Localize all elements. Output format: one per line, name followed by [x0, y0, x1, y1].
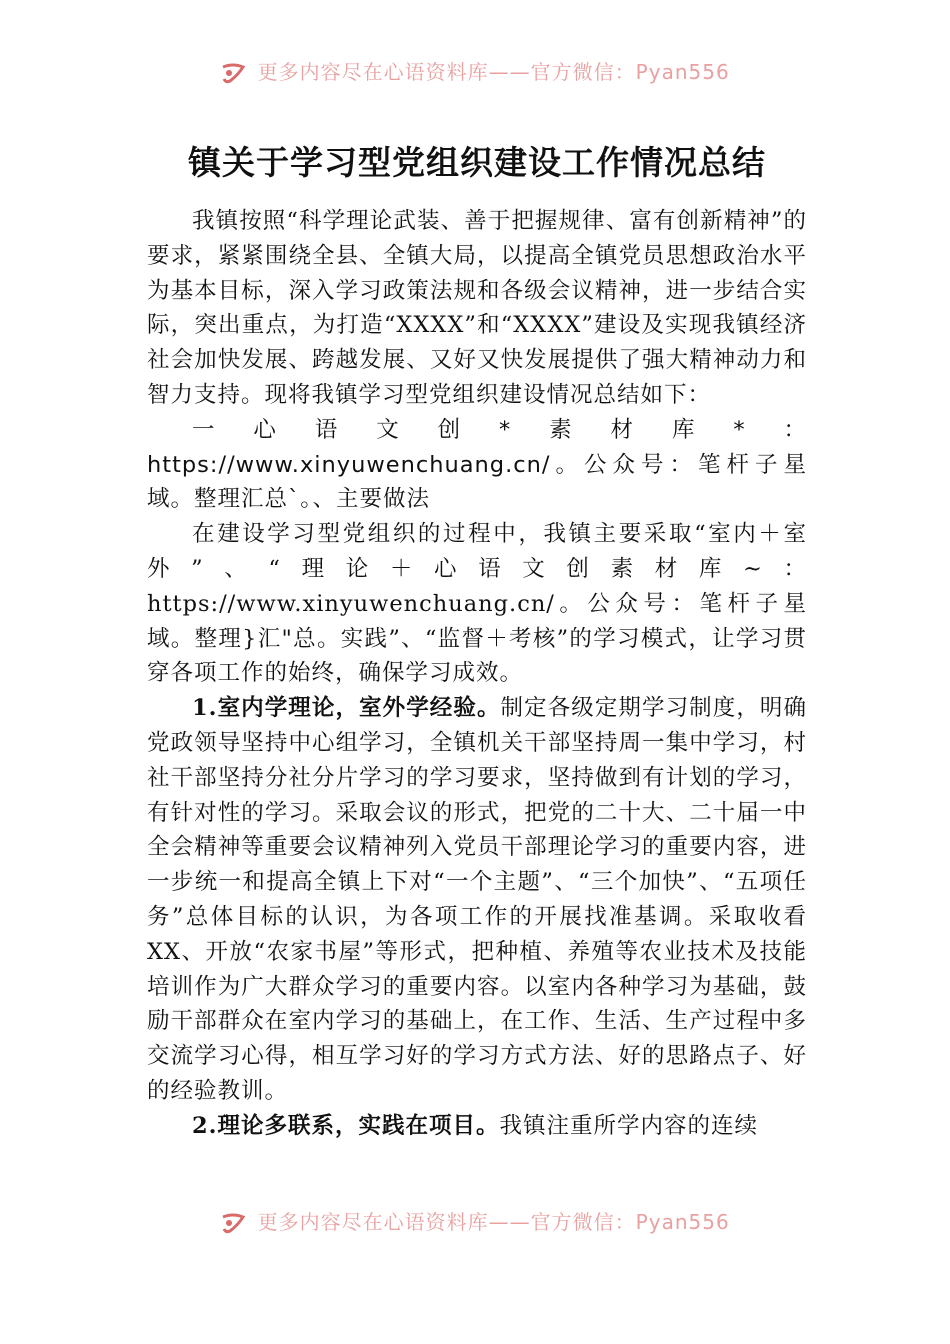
method-paragraph: 在建设学习型党组织的过程中，我镇主要采取“室内＋室外”、“理论＋心语文创素材库~：https://www.xinyuwenchuang.cn/。公众号：笔杆子星域。整理}汇"总。实践”、“监督＋考核”的学习模式，让学习贯穿各项工作的始终，确保学习成效。 — [147, 521, 807, 687]
document-page — [147, 140, 807, 1144]
watermark-text: 更多内容尽在心语资料库——官方微信：Pyan556 — [257, 1210, 730, 1234]
watermark-bottom — [0, 1206, 950, 1236]
item-2-body: 我镇注重所学内容的连续 — [499, 1112, 759, 1139]
item-2-paragraph — [147, 1109, 807, 1144]
item-1-heading: 1.室内学理论，室外学经验。 — [192, 695, 501, 722]
item-1-paragraph — [147, 691, 807, 1109]
logo-icon — [220, 63, 246, 85]
item-1-body: 制定各级定期学习制度，明确党政领导坚持中心组学习，全镇机关干部坚持周一集中学习，村社干部坚持分社分片学习的学习要求，坚持做到有计划的学习，有针对性的学习。采取会议的形式，把党的二十大、二十届一中全会精神等重要会议精神列入党员干部理论学习的重要内容，进一步统一和提高全镇上下对“一个主题”、“三个加快”、“五项任务”总体目标的认识，为各项工作的开展找准基调。采取收看XX、开放“农家书屋”等形式，把种植、养殖等农业技术及技能培训作为广大群众学习的重要内容。以室内各种学习为基础，鼓励干部群众在室内学习的基础上，在工作、生活、生产过程中多交流学习心得，相互学习好的学习方式方法、好的思路点子、好的经验教训。 — [147, 695, 807, 1104]
watermark-text: 更多内容尽在心语资料库——官方微信：Pyan556 — [257, 60, 730, 84]
inserted-source-line: 一心语文创*素材库*：https://www.xinyuwenchuang.cn/。公众号：笔杆子星域。整理汇总`。、主要做法 — [147, 416, 807, 513]
logo-icon — [220, 1213, 246, 1235]
intro-paragraph: 我镇按照“科学理论武装、善于把握规律、富有创新精神”的要求，紧紧围绕全县、全镇大局，以提高全镇党员思想政治水平为基本目标，深入学习政策法规和各级会议精神，进一步结合实际，突出重点，为打造“XXXX”和“XXXX”建设及实现我镇经济社会加快发展、跨越发展、又好又快发展提供了强大精神动力和智力支持。现将我镇学习型党组织建设情况总结如下： — [147, 208, 807, 408]
document-title: 镇关于学习型党组织建设工作情况总结 — [188, 143, 766, 182]
watermark-top — [0, 56, 950, 86]
item-2-heading: 2.理论多联系，实践在项目。 — [192, 1112, 500, 1139]
